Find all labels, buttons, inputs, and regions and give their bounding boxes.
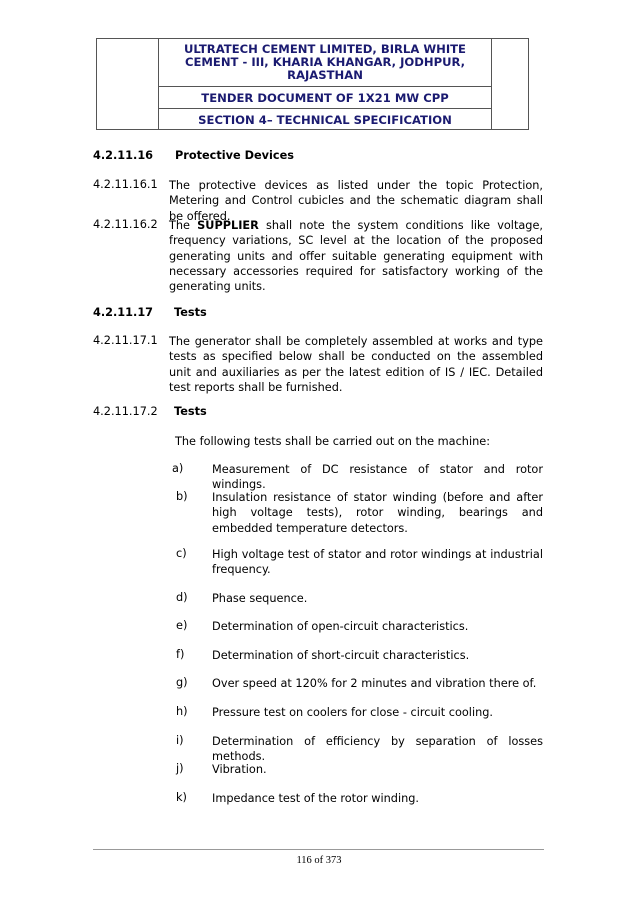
clause-number: 4.2.11.17.1 — [93, 334, 158, 347]
list-item-label: a) — [172, 462, 184, 475]
header-center — [158, 39, 492, 129]
list-item-label: f) — [176, 648, 185, 661]
list-item-text: Determination of efficiency by separation of losses methods. — [212, 735, 543, 764]
list-item-text: Pressure test on coolers for close - circuit cooling. — [212, 706, 494, 719]
clause-number: 4.2.11.16.2 — [93, 218, 158, 231]
section-number: 4.2.11.17 — [93, 306, 154, 319]
list-item-text: Measurement of DC resistance of stator and rotor windings. — [212, 463, 543, 492]
supplier-term: SUPPLIER — [197, 219, 259, 232]
footer-divider — [93, 849, 544, 850]
list-item-label: b) — [176, 490, 188, 503]
list-item-text: Impedance test of the rotor winding. — [212, 792, 420, 805]
section-heading: Protective Devices — [175, 149, 294, 162]
company-name: ULTRATECH CEMENT LIMITED, BIRLA WHITE CEMENT - III, KHARIA KHANGAR, JODHPUR, RAJASTHAN — [184, 42, 466, 82]
list-item-text: Determination of open-circuit characteristics. — [212, 620, 469, 633]
section-number: 4.2.11.16 — [93, 149, 154, 162]
section-title: SECTION 4– TECHNICAL SPECIFICATION — [158, 108, 492, 130]
clause-text: The generator shall be completely assembled at works and type tests as specified below shall be conducted on the assembled unit and auxiliaries as per the latest edition of IS / IEC. Detailed test reports shall be furnished. — [169, 335, 543, 394]
document-title: TENDER DOCUMENT OF 1X21 MW CPP — [158, 86, 492, 108]
header-left-cell — [97, 39, 159, 129]
list-item-label: e) — [176, 619, 188, 632]
list-item-text: Over speed at 120% for 2 minutes and vibration there of. — [212, 677, 537, 690]
list-item-label: d) — [176, 591, 188, 604]
list-item-label: i) — [176, 734, 184, 747]
document-header-table — [96, 38, 529, 130]
list-item-label: c) — [176, 547, 187, 560]
list-item-label: j) — [176, 762, 184, 775]
clause-heading: Tests — [174, 405, 207, 418]
list-item-text: Determination of short-circuit characteristics. — [212, 649, 470, 662]
clause-number: 4.2.11.17.2 — [93, 405, 158, 418]
list-item-label: k) — [176, 791, 187, 804]
clause-text: The protective devices as listed under the topic Protection, Metering and Control cubicles and the schematic diagram shall be offered. — [169, 179, 543, 223]
list-item-label: g) — [176, 676, 188, 689]
tests-intro: The following tests shall be carried out on the machine: — [175, 435, 491, 448]
list-item-text: High voltage test of stator and rotor windings at industrial frequency. — [212, 548, 543, 577]
page-number: 116 of 373 — [296, 855, 342, 866]
clause-text: The SUPPLIER shall note the system conditions like voltage, frequency variations, SC level at the location of the proposed generating units and offer suitable generating equipment with necessary accessories required for satisfactory working of the generating units. — [169, 219, 544, 294]
clause-number: 4.2.11.16.1 — [93, 178, 158, 191]
list-item-text: Phase sequence. — [212, 592, 308, 605]
header-right-cell — [491, 39, 528, 129]
list-item-label: h) — [176, 705, 188, 718]
section-heading: Tests — [174, 306, 207, 319]
list-item-text: Vibration. — [212, 763, 267, 776]
list-item-text: Insulation resistance of stator winding (before and after high voltage tests), rotor winding, bearings and embedded temperature detectors. — [212, 491, 543, 535]
